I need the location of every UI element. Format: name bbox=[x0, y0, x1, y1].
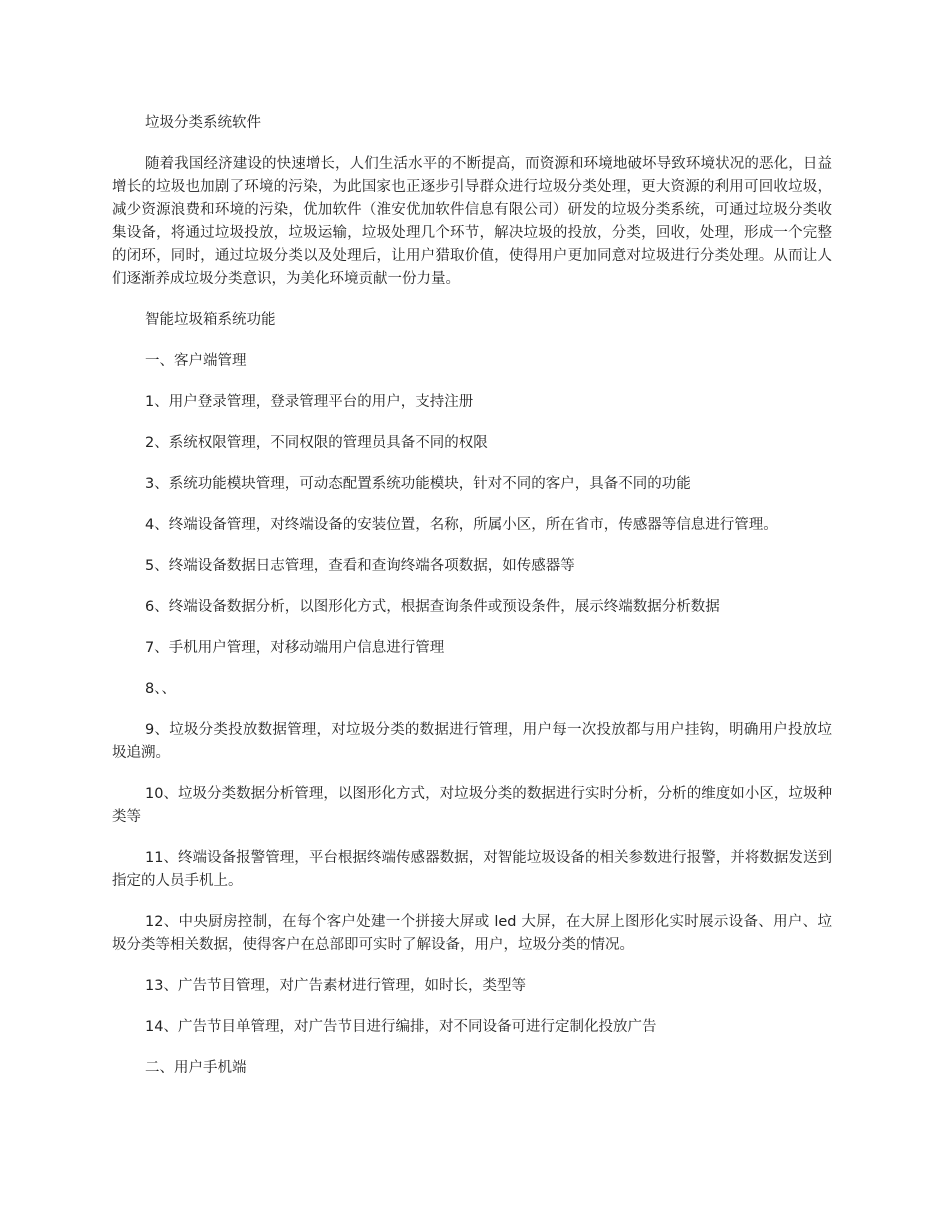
list-item: 6、终端设备数据分析，以图形化方式，根据查询条件或预设条件，展示终端数据分析数据 bbox=[145, 599, 720, 615]
list-item: 4、终端设备管理，对终端设备的安装位置，名称，所属小区，所在省市，传感器等信息进行管理。 bbox=[145, 517, 778, 533]
list-item: 8、、 bbox=[145, 681, 176, 697]
list-item: 13、广告节目管理，对广告素材进行管理，如时长，类型等 bbox=[145, 978, 526, 994]
list-item: 12、中央厨房控制，在每个客户处建一个拼接大屏或 led 大屏，在大屏上图形化实时展示设备、用户、垃圾分类等相关数据，使得客户在总部即可实时了解设备，用户，垃圾分类的情况。 bbox=[112, 914, 832, 953]
intro-paragraph: 随着我国经济建设的快速增长，人们生活水平的不断提高，而资源和环境地破坏导致环境状况的恶化，日益增长的垃圾也加剧了环境的污染，为此国家也正逐步引导群众进行垃圾分类处理，更大资源的利用可回收垃圾，减少资源浪费和环境的污染，优加软件（淮安优加软件信息有限公司）研发的垃圾分类系统，可通过垃圾分类收集设备，将通过垃圾投放，垃圾运输，垃圾处理几个环节，解决垃圾的投放，分类，回收，处理，形成一个完整的闭环，同时，通过垃圾分类以及处理后，让用户猎取价值，使得用户更加同意对垃圾进行分类处理。从而让人们逐渐养成垃圾分类意识，为美化环境贡献一份力量。 bbox=[112, 156, 832, 287]
section-title: 智能垃圾箱系统功能 bbox=[145, 312, 276, 328]
document-page bbox=[112, 112, 832, 1098]
part1-heading: 一、客户端管理 bbox=[145, 353, 247, 369]
list-item: 2、系统权限管理，不同权限的管理员具备不同的权限 bbox=[145, 435, 488, 451]
part2-heading: 二、用户手机端 bbox=[145, 1060, 247, 1076]
list-item: 5、终端设备数据日志管理，查看和查询终端各项数据，如传感器等 bbox=[145, 558, 575, 574]
list-item: 10、垃圾分类数据分析管理，以图形化方式，对垃圾分类的数据进行实时分析，分析的维度如小区，垃圾种类等 bbox=[112, 786, 832, 825]
list-item: 3、系统功能模块管理，可动态配置系统功能模块，针对不同的客户，具备不同的功能 bbox=[145, 476, 691, 492]
list-item: 14、广告节目单管理，对广告节目进行编排，对不同设备可进行定制化投放广告 bbox=[145, 1019, 657, 1035]
list-item: 7、手机用户管理，对移动端用户信息进行管理 bbox=[145, 640, 445, 656]
list-item: 11、终端设备报警管理，平台根据终端传感器数据，对智能垃圾设备的相关参数进行报警，并将数据发送到指定的人员手机上。 bbox=[112, 850, 832, 889]
document-title: 垃圾分类系统软件 bbox=[145, 115, 261, 131]
list-item: 9、垃圾分类投放数据管理，对垃圾分类的数据进行管理，用户每一次投放都与用户挂钩，明确用户投放垃圾追溯。 bbox=[112, 722, 832, 761]
list-item: 1、用户登录管理，登录管理平台的用户，支持注册 bbox=[145, 394, 474, 410]
